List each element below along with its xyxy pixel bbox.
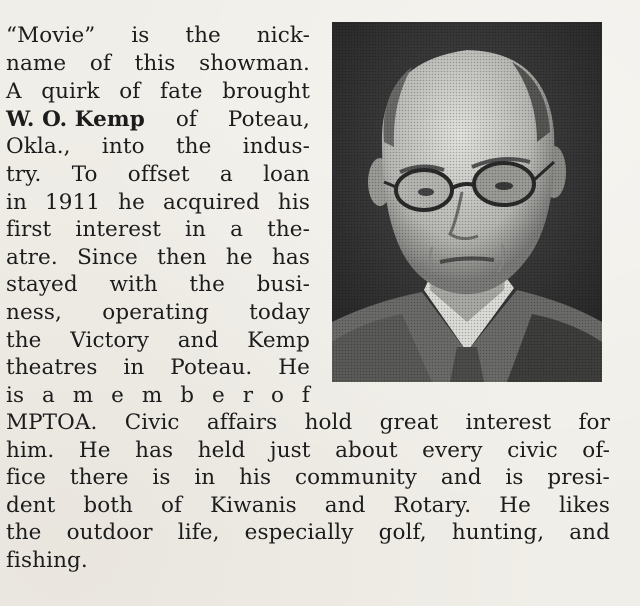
word: brought	[222, 79, 310, 104]
text-line	[6, 161, 310, 189]
word: has	[135, 438, 174, 463]
word: operating	[102, 300, 209, 325]
word: interest	[75, 217, 161, 242]
word: life,	[177, 520, 220, 545]
word: fishing.	[6, 548, 88, 573]
word: with	[109, 272, 158, 297]
word: o	[270, 383, 285, 408]
word: into	[101, 134, 145, 159]
word: theatres	[6, 355, 98, 380]
word: community	[294, 465, 418, 490]
word: has	[271, 245, 310, 270]
word: the	[185, 23, 221, 48]
portrait-icon	[332, 22, 602, 382]
word: m	[72, 383, 94, 408]
word: of	[119, 79, 141, 104]
word: this	[134, 51, 176, 76]
text-line	[6, 547, 610, 575]
word: first	[6, 217, 52, 242]
word: f	[301, 383, 310, 408]
word: likes	[558, 493, 610, 518]
word: of-	[582, 438, 610, 463]
word: then	[157, 245, 207, 270]
word: Since	[77, 245, 138, 270]
text-line	[6, 437, 610, 465]
word: great	[379, 410, 439, 435]
word: the	[189, 272, 225, 297]
word: and	[324, 493, 366, 518]
word: fice	[6, 465, 46, 490]
word: “Movie”	[6, 23, 96, 48]
word: a	[42, 383, 55, 408]
word: Rotary.	[393, 493, 472, 518]
text-line	[6, 354, 310, 382]
word: dent	[6, 493, 56, 518]
word: is	[131, 23, 150, 48]
word: is	[505, 465, 524, 490]
text-line	[6, 492, 610, 520]
word: acquired	[162, 190, 260, 215]
word: He	[278, 355, 310, 380]
word: Poteau.	[170, 355, 253, 380]
word: for	[578, 410, 610, 435]
text-line	[6, 327, 310, 355]
word: e	[212, 383, 225, 408]
word: Kiwanis	[210, 493, 297, 518]
word: is	[6, 383, 25, 408]
word: the	[6, 520, 42, 545]
word: 1911	[44, 190, 101, 215]
word: his	[239, 465, 272, 490]
word: loan	[263, 162, 310, 187]
word: held	[197, 438, 246, 463]
word: presi-	[547, 465, 610, 490]
word: in	[123, 355, 145, 380]
word: about	[335, 438, 398, 463]
word: just	[269, 438, 311, 463]
word: He	[78, 438, 111, 463]
text-line	[6, 133, 310, 161]
word: the	[175, 134, 212, 159]
word: m	[141, 383, 163, 408]
word: busi-	[256, 272, 310, 297]
word: in	[185, 217, 206, 242]
word: indus-	[242, 134, 310, 159]
word: offset	[127, 162, 190, 187]
portrait-photo	[332, 22, 602, 382]
word: quirk	[41, 79, 100, 104]
word: both	[83, 493, 133, 518]
text-line	[6, 382, 310, 410]
word: Victory	[70, 328, 150, 353]
word: he	[118, 190, 145, 215]
word: the-	[267, 217, 310, 242]
word: he	[225, 245, 253, 270]
text-line	[6, 50, 310, 78]
word: nick-	[256, 23, 310, 48]
word: Kemp	[247, 328, 310, 353]
word: especially	[244, 520, 354, 545]
word: Poteau,	[227, 107, 310, 132]
word: there	[69, 465, 129, 490]
word: affairs	[206, 410, 278, 435]
word: A	[6, 79, 22, 104]
text-line	[6, 106, 310, 134]
text-line	[6, 78, 310, 106]
word: of	[175, 107, 197, 132]
word: civic	[507, 438, 558, 463]
word: showman.	[199, 51, 310, 76]
word: try.	[6, 162, 42, 187]
word: a	[230, 217, 243, 242]
word: of	[161, 493, 183, 518]
text-line	[6, 216, 310, 244]
word: name	[6, 51, 67, 76]
word: in	[6, 190, 27, 215]
word: fate	[160, 79, 203, 104]
text-line	[6, 271, 310, 299]
word: and	[569, 520, 610, 545]
word: b	[180, 383, 195, 408]
word: hunting,	[451, 520, 545, 545]
word: atre.	[6, 245, 58, 270]
text-line	[6, 244, 310, 272]
text-line	[6, 409, 610, 437]
word: his	[277, 190, 310, 215]
word: a	[219, 162, 233, 187]
word: today	[249, 300, 310, 325]
word: stayed	[6, 272, 78, 297]
text-line	[6, 464, 610, 492]
word: and	[177, 328, 219, 353]
word: in	[194, 465, 216, 490]
word: him.	[6, 438, 55, 463]
word: is	[152, 465, 171, 490]
word: To	[71, 162, 98, 187]
word: e	[111, 383, 124, 408]
text-line	[6, 189, 310, 217]
word: hold	[304, 410, 353, 435]
word: and	[440, 465, 482, 490]
word: Civic	[124, 410, 180, 435]
word: Okla.,	[6, 134, 71, 159]
text-line	[6, 22, 310, 50]
text-line	[6, 299, 310, 327]
subject-name: W. O. Kemp	[6, 107, 145, 132]
text-line	[6, 519, 610, 547]
word: of	[89, 51, 111, 76]
word: the	[6, 328, 42, 353]
word: He	[499, 493, 531, 518]
word: interest	[465, 410, 552, 435]
word: r	[242, 383, 254, 408]
word: MPTOA.	[6, 410, 98, 435]
word: golf,	[378, 520, 427, 545]
word: ness,	[6, 300, 62, 325]
word: every	[422, 438, 483, 463]
word: outdoor	[66, 520, 153, 545]
